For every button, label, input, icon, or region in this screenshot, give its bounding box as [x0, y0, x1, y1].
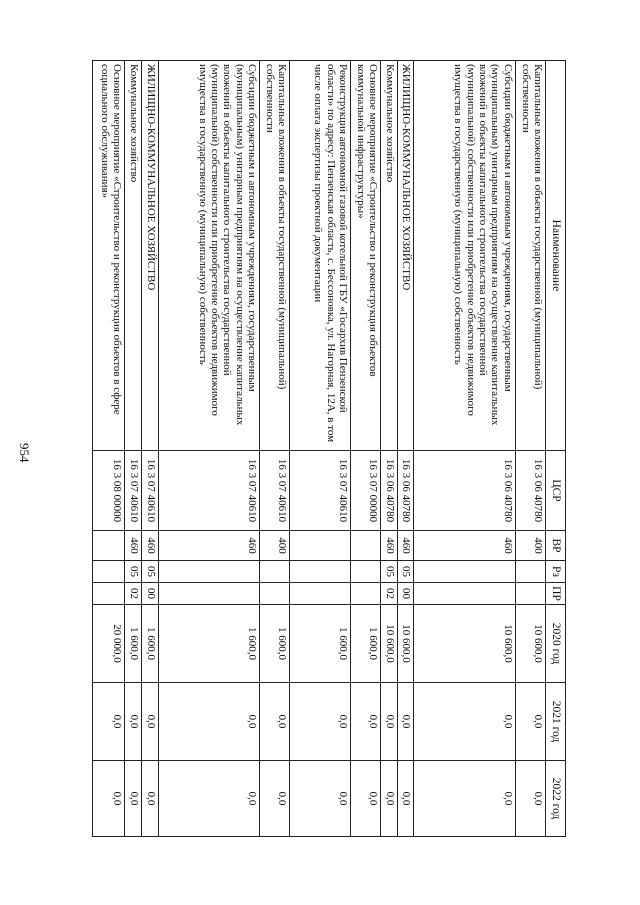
cell-vr — [93, 531, 126, 561]
cell-vr — [350, 531, 380, 561]
cell-2022: 0,0 — [414, 761, 516, 837]
cell-pr: 02 — [125, 583, 142, 605]
cell-name: Реконструкция автономной газовой котельной ГБУ «Госархив Пензенской области» по адресу: Пензенская область, с. Бессоновка, ул. Нагорная, 12А, в том числе оплата экспертизы проектной документации — [290, 61, 351, 451]
cell-name: Основное мероприятие «Строительство и реконструкция объектов в сфере социального обслуживания» — [93, 61, 126, 451]
cell-csr: 16 3 07 00000 — [350, 451, 380, 531]
header-row — [546, 61, 566, 837]
table-row — [414, 61, 516, 837]
cell-rz: 05 — [381, 561, 398, 583]
cell-2021: 0,0 — [290, 683, 351, 761]
table-row — [93, 61, 126, 837]
cell-2022: 0,0 — [93, 761, 126, 837]
header-2020: 2020 год — [546, 605, 566, 683]
cell-2020: 10 600,0 — [381, 605, 398, 683]
cell-2020: 1 600,0 — [158, 605, 260, 683]
cell-vr: 460 — [397, 531, 414, 561]
cell-2020: 1 600,0 — [125, 605, 142, 683]
cell-2020: 10 600,0 — [397, 605, 414, 683]
cell-2020: 10 600,0 — [515, 605, 545, 683]
cell-2021: 0,0 — [381, 683, 398, 761]
cell-2022: 0,0 — [397, 761, 414, 837]
cell-csr: 16 3 07 40610 — [158, 451, 260, 531]
cell-rz — [515, 561, 545, 583]
table-row — [515, 61, 545, 837]
cell-csr: 16 3 07 40610 — [142, 451, 159, 531]
cell-csr: 16 3 06 40780 — [397, 451, 414, 531]
cell-2022: 0,0 — [142, 761, 159, 837]
cell-rz: 05 — [397, 561, 414, 583]
cell-rz — [260, 561, 290, 583]
cell-vr: 460 — [125, 531, 142, 561]
header-pr: ПР — [546, 583, 566, 605]
cell-rz — [414, 561, 516, 583]
cell-csr: 16 3 07 40610 — [125, 451, 142, 531]
table-row — [260, 61, 290, 837]
page-number: 954 — [17, 443, 32, 463]
cell-2022: 0,0 — [515, 761, 545, 837]
table-row — [397, 61, 414, 837]
table-row — [350, 61, 380, 837]
cell-pr: 00 — [397, 583, 414, 605]
table-row — [158, 61, 260, 837]
cell-2020: 1 600,0 — [260, 605, 290, 683]
cell-2020: 1 600,0 — [142, 605, 159, 683]
header-name: Наименование — [546, 61, 566, 451]
cell-rz: 05 — [125, 561, 142, 583]
cell-pr — [93, 583, 126, 605]
cell-pr — [515, 583, 545, 605]
cell-name: Коммунальное хозяйство — [381, 61, 398, 451]
cell-2022: 0,0 — [260, 761, 290, 837]
cell-pr — [350, 583, 380, 605]
cell-name: ЖИЛИЩНО-КОММУНАЛЬНОЕ ХОЗЯЙСТВО — [397, 61, 414, 451]
cell-2021: 0,0 — [93, 683, 126, 761]
table-row — [142, 61, 159, 837]
cell-name: Основное мероприятие «Строительство и реконструкция объектов коммунальной инфраструктуры» — [350, 61, 380, 451]
cell-pr — [414, 583, 516, 605]
cell-name: ЖИЛИЩНО-КОММУНАЛЬНОЕ ХОЗЯЙСТВО — [142, 61, 159, 451]
cell-vr: 460 — [158, 531, 260, 561]
cell-2022: 0,0 — [125, 761, 142, 837]
cell-rz — [93, 561, 126, 583]
cell-2022: 0,0 — [381, 761, 398, 837]
cell-pr: 02 — [381, 583, 398, 605]
cell-csr: 16 3 07 40610 — [290, 451, 351, 531]
header-vr: ВР — [546, 531, 566, 561]
cell-pr: 00 — [142, 583, 159, 605]
cell-2021: 0,0 — [158, 683, 260, 761]
table-row — [125, 61, 142, 837]
cell-pr — [158, 583, 260, 605]
table-row — [290, 61, 351, 837]
cell-vr: 460 — [381, 531, 398, 561]
cell-csr: 16 3 06 40780 — [381, 451, 398, 531]
cell-name: Субсидии бюджетным и автономным учреждениям, государственным (муниципальным) унитарным предприятиям на осуществление капитальных вложений в объекты капитального строительства государственной (муниципальной) собственности или приобретение объектов недвижимого имущества в государственную (муниципальную) собственность — [414, 61, 516, 451]
cell-csr: 16 3 06 40780 — [414, 451, 516, 531]
cell-2021: 0,0 — [260, 683, 290, 761]
header-2021: 2021 год — [546, 683, 566, 761]
cell-name: Субсидии бюджетным и автономным учреждениям, государственным (муниципальным) унитарным предприятиям на осуществление капитальных вложений в объекты капитального строительства государственной (муниципальной) собственности или приобретение объектов недвижимого имущества в государственную (муниципальную) собственность — [158, 61, 260, 451]
header-2022: 2022 год — [546, 761, 566, 837]
cell-csr: 16 3 06 40780 — [515, 451, 545, 531]
cell-vr — [290, 531, 351, 561]
cell-vr: 460 — [142, 531, 159, 561]
cell-2021: 0,0 — [397, 683, 414, 761]
cell-csr: 16 3 08 00000 — [93, 451, 126, 531]
cell-2020: 20 000,0 — [93, 605, 126, 683]
header-rz: Рз — [546, 561, 566, 583]
budget-table — [92, 60, 566, 837]
cell-2020: 1 600,0 — [290, 605, 351, 683]
cell-2022: 0,0 — [350, 761, 380, 837]
cell-rz — [290, 561, 351, 583]
cell-2020: 10 600,0 — [414, 605, 516, 683]
cell-2022: 0,0 — [290, 761, 351, 837]
rotated-table-container — [92, 60, 566, 836]
cell-name: Капитальные вложения в объекты государственной (муниципальной) собственности — [515, 61, 545, 451]
cell-csr: 16 3 07 40610 — [260, 451, 290, 531]
header-csr: ЦСР — [546, 451, 566, 531]
cell-2021: 0,0 — [350, 683, 380, 761]
cell-2022: 0,0 — [158, 761, 260, 837]
table-row — [381, 61, 398, 837]
cell-2021: 0,0 — [515, 683, 545, 761]
cell-rz — [350, 561, 380, 583]
cell-2020: 1 600,0 — [350, 605, 380, 683]
cell-name: Коммунальное хозяйство — [125, 61, 142, 451]
cell-rz: 05 — [142, 561, 159, 583]
cell-2021: 0,0 — [414, 683, 516, 761]
cell-2021: 0,0 — [142, 683, 159, 761]
cell-name: Капитальные вложения в объекты государственной (муниципальной) собственности — [260, 61, 290, 451]
cell-2021: 0,0 — [125, 683, 142, 761]
cell-vr: 400 — [515, 531, 545, 561]
cell-vr: 400 — [260, 531, 290, 561]
cell-pr — [260, 583, 290, 605]
cell-vr: 460 — [414, 531, 516, 561]
cell-pr — [290, 583, 351, 605]
cell-rz — [158, 561, 260, 583]
